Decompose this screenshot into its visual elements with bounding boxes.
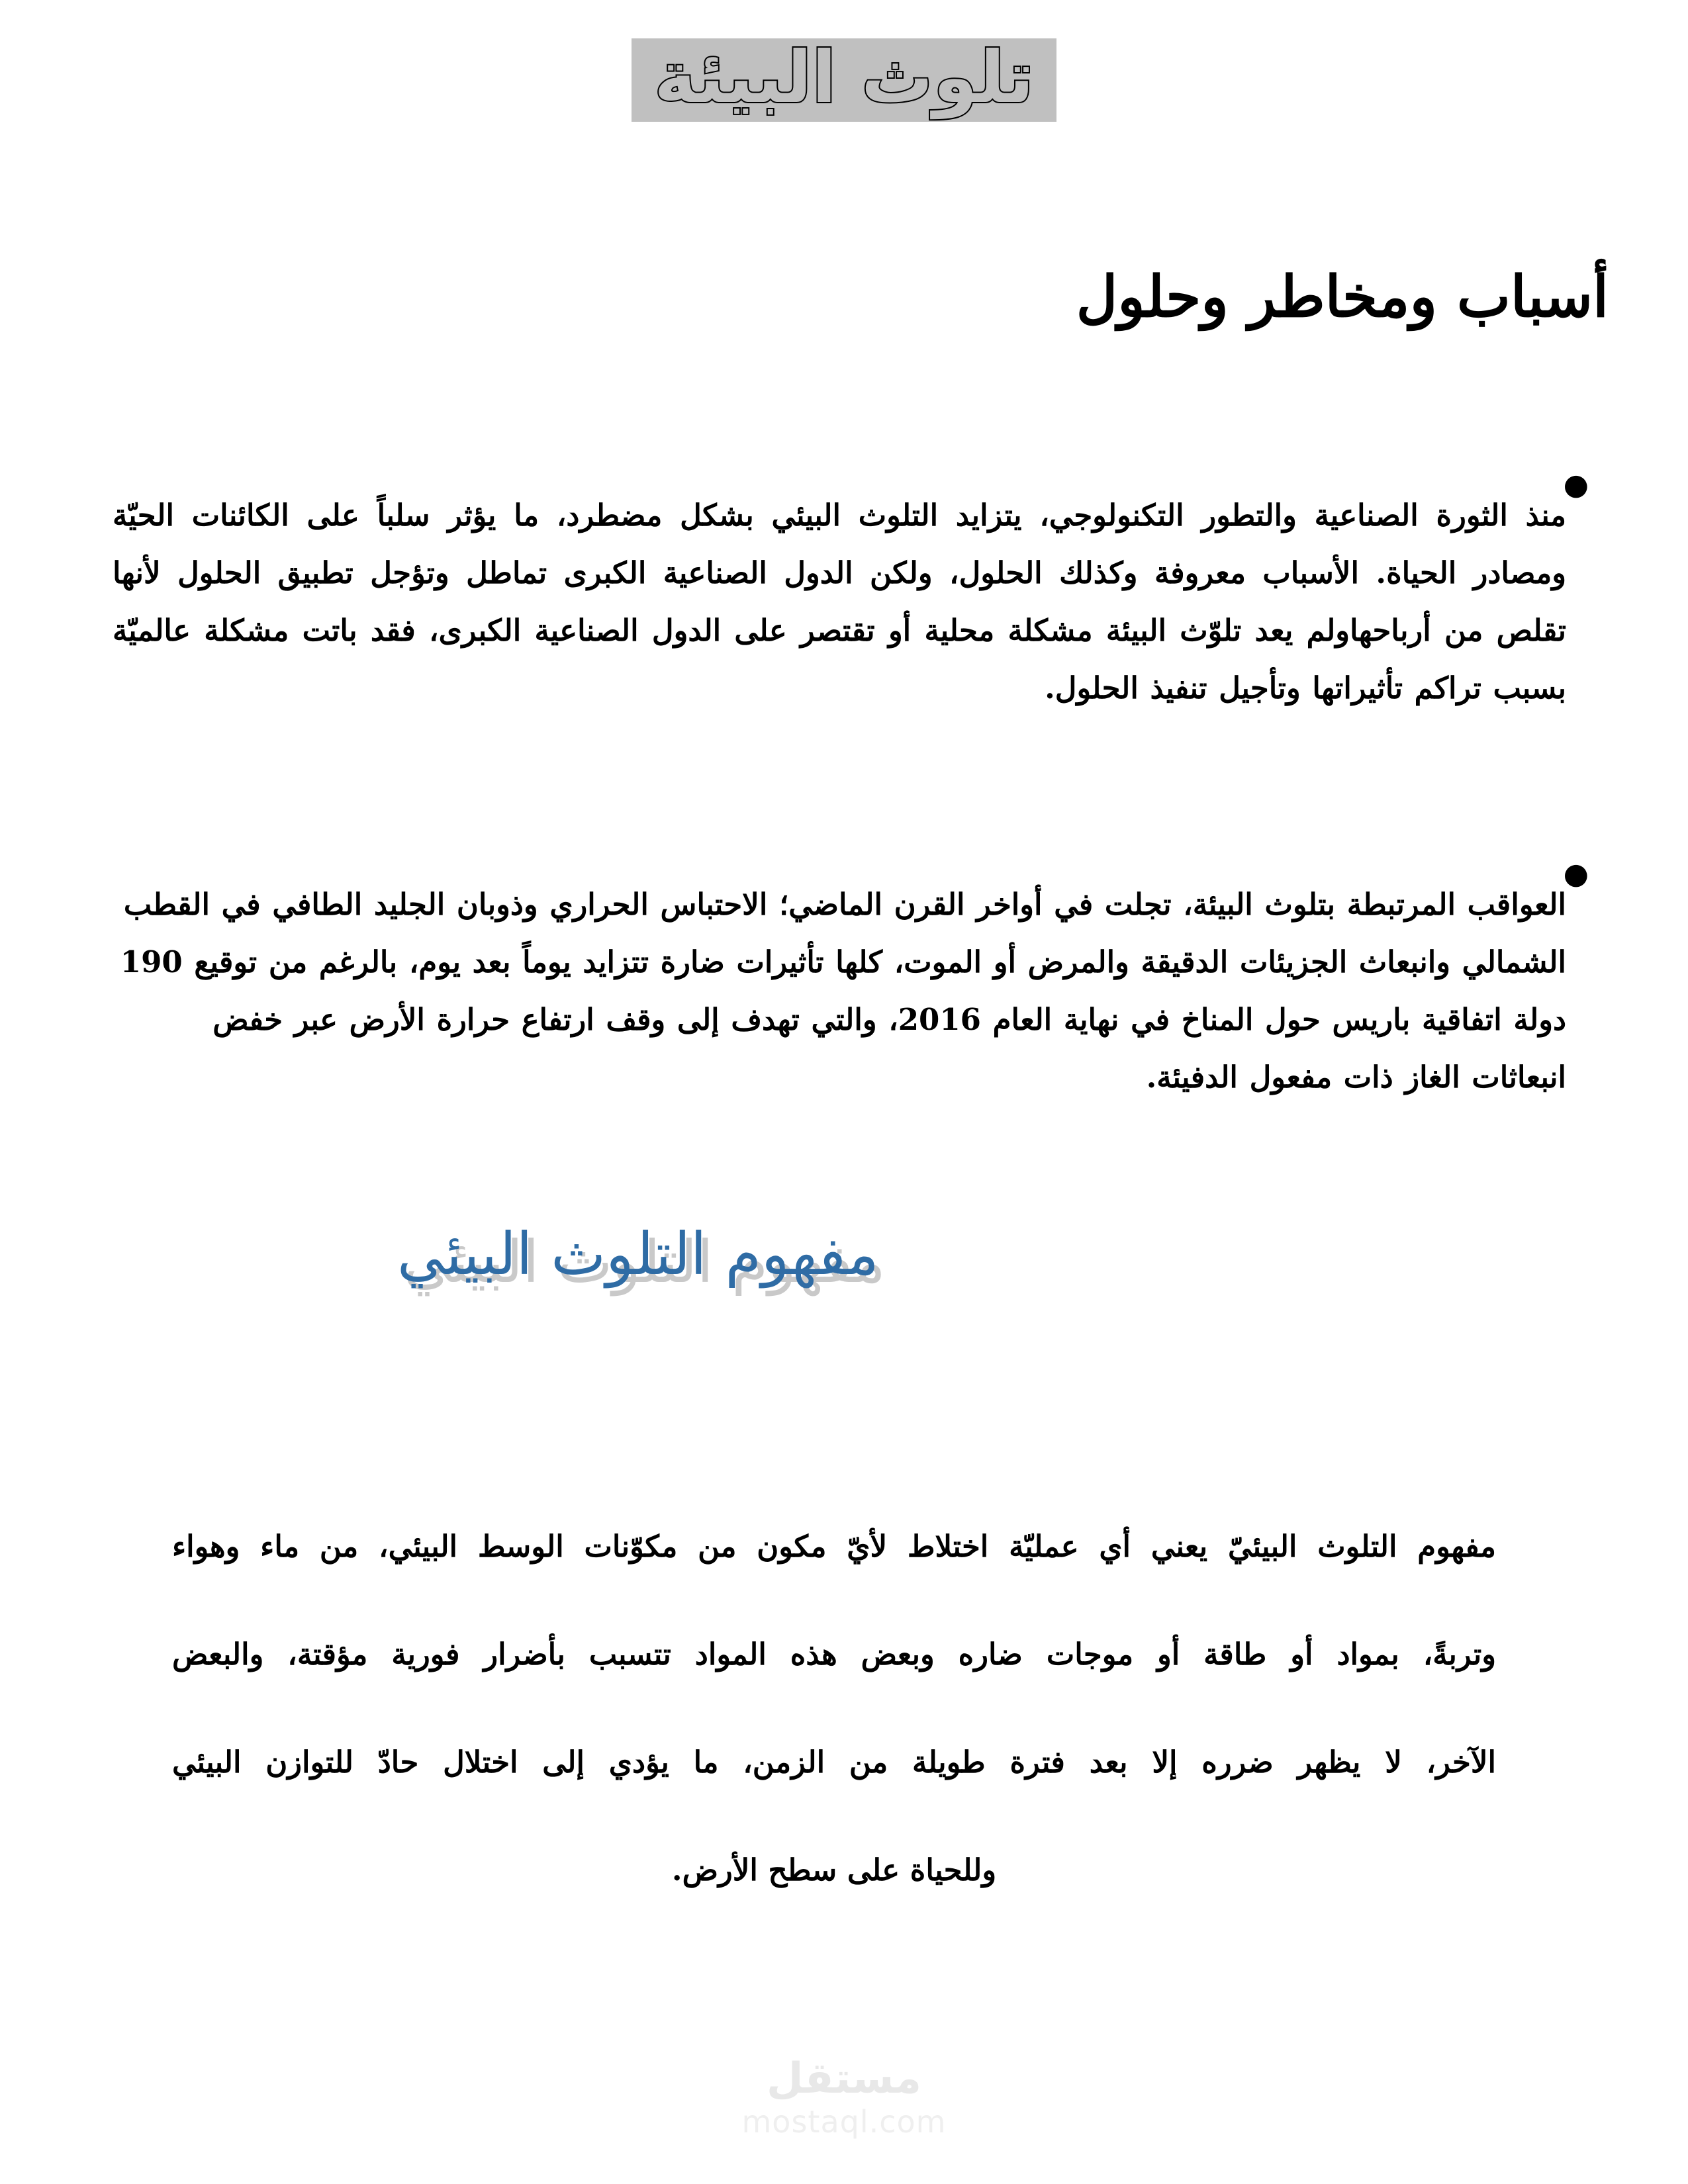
bullet-list [113,457,1589,1235]
list-item [113,457,1589,747]
concept-line: الآخر، لا يظهر ضرره إلا بعد فترة طويلة من الزمن، ما يؤدي إلى اختلال حادّ للتوازن البيئي [172,1745,1496,1780]
document-title: تلوث البيئة [654,36,1034,119]
section-heading-pollution-concept: مفهوم التلوث البيئي [397,1220,879,1288]
concept-line: مفهوم التلوث البيئيّ يعني أي عمليّة اختلاط لأيّ مكون من مكوّنات الوسط البيئي، من ماء وهواء [172,1529,1496,1564]
list-item [113,846,1589,1136]
bullet-dot-icon: ● [1563,468,1589,502]
concept-paragraph [172,1492,1496,1924]
title-banner-box [632,38,1056,122]
bullet-paragraph-consequences: العواقب المرتبطة بتلوث البيئة، تجلت في أواخر القرن الماضي؛ الاحتباس الحراري وذوبان الجليد الطافي في القطب الشمالي وانبعاث الجزيئات الدقيقة والمرض أو الموت، كلها تأثيرات ضارة تتزايد يوماً بعد يوم، بالرغم من توقيع 190 دولة اتفاقية باريس حول المناخ في نهاية العام 2016، والتي تهدف إلى وقف ارتفاع حرارة الأرض عبر خفض انبعاثات الغاز ذات مفعول الدفيئة. [120,887,1566,1095]
title-banner [0,38,1688,122]
concept-line: وللحياة على سطح الأرض. [671,1852,997,1888]
watermark-arabic-logo: مستقل [766,2054,922,2103]
watermark [0,2054,1688,2140]
bullet-dot-icon: ● [1563,857,1589,891]
concept-line: وتربةً، بمواد أو طاقة أو موجات ضاره وبعض هذه المواد تتسبب بأضرار فورية مؤقتة، والبعض [172,1637,1496,1672]
section-heading-container [99,1218,1589,1291]
subtitle-container [79,265,1609,330]
bullet-paragraph-causes: منذ الثورة الصناعية والتطور التكنولوجي، يتزايد التلوث البيئي بشكل مضطرد، ما يؤثر سلباً على الكائنات الحيّة ومصادر الحياة. الأسباب معروفة وكذلك الحلول، ولكن الدول الصناعية الكبرى تماطل وتؤجل تطبيق الحلول لأنها تقلص من أرباحهاولم يعد تلوّث البيئة مشكلة محلية أو تقتصر على الدول الصناعية الكبرى، فقد باتت مشكلة عالميّة بسبب تراكم تأثيراتها وتأجيل تنفيذ الحلول. [113,498,1566,705]
watermark-domain: mostaql.com [741,2103,947,2140]
document-subtitle: أسباب ومخاطر وحلول [1076,263,1609,330]
